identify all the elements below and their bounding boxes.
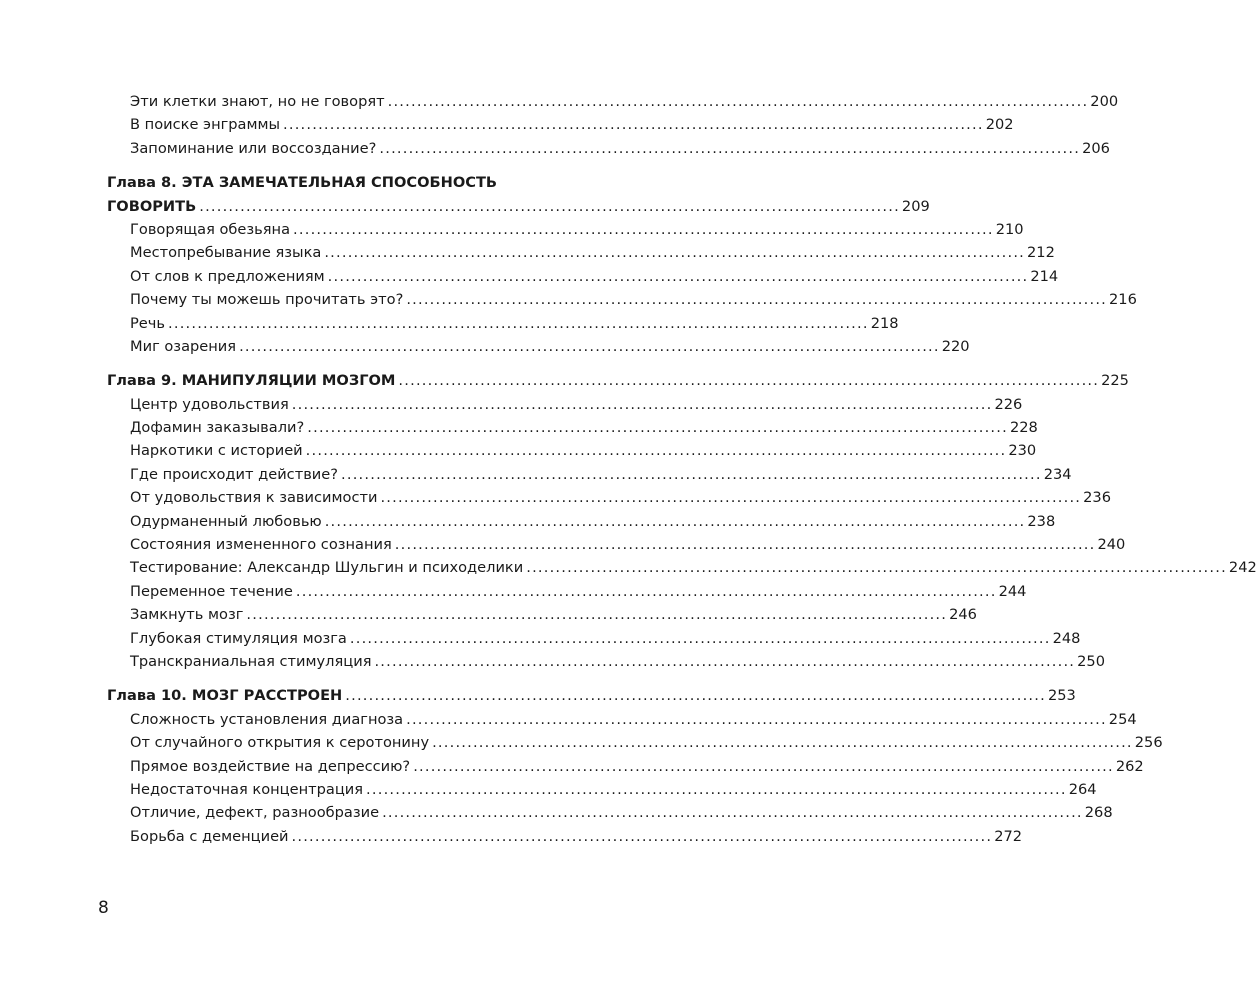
toc-entry-title: Говорящая обезьяна xyxy=(130,220,291,238)
dot-leader: ........................................................................................................................ xyxy=(345,687,1046,705)
toc-entry xyxy=(107,463,1072,486)
toc-entry-title: Переменное течение xyxy=(130,582,293,600)
dot-leader: ........................................................................................................................ xyxy=(413,757,1114,775)
chapter-heading-title: ГОВОРИТЬ xyxy=(107,197,197,215)
toc-entry-title: Одурманенный любовью xyxy=(130,512,322,530)
chapter-page: 225 xyxy=(1101,372,1129,390)
toc-entry-title: От удовольствия к зависимости xyxy=(130,489,378,507)
dot-leader: ........................................................................................................................ xyxy=(398,372,1100,390)
toc-entry-title: От слов к предложениям xyxy=(130,267,325,285)
dot-leader: ........................................................................................................................ xyxy=(379,139,1081,157)
toc-entry-title: От случайного открытия к серотонину xyxy=(130,734,430,752)
dot-leader: ........................................................................................................................ xyxy=(291,827,993,845)
dot-leader: ........................................................................................................................ xyxy=(324,244,1026,262)
table-of-contents xyxy=(107,90,1257,848)
dot-leader: ........................................................................................................................ xyxy=(246,606,948,624)
toc-entry xyxy=(107,708,1137,731)
chapter-page: 253 xyxy=(1047,687,1076,705)
toc-entry xyxy=(107,393,1023,416)
dot-leader: ........................................................................................................................ xyxy=(341,465,1042,483)
toc-entry-page: 264 xyxy=(1068,780,1097,798)
toc-entry-title: Недостаточная концентрация xyxy=(130,780,364,798)
chapter-heading: Глава 8. ЭТА ЗАМЕЧАТЕЛЬНАЯ СПОСОБНОСТЬ xyxy=(107,174,498,192)
toc-entry-title: Дофамин заказывали? xyxy=(130,419,305,437)
toc-entry-page: 214 xyxy=(1030,267,1059,285)
chapter-heading-title: Глава 10. МОЗГ РАССТРОЕН xyxy=(107,687,343,705)
toc-entry-title: Миг озарения xyxy=(130,337,237,355)
toc-entry xyxy=(107,533,1126,556)
toc-entry-title: Центр удовольствия xyxy=(130,395,289,413)
toc-entry-page: 272 xyxy=(994,827,1023,845)
toc-entry-title: Транскраниальная стимуляция xyxy=(130,652,372,670)
chapter-heading-row xyxy=(107,684,1076,707)
toc-entry xyxy=(107,825,1023,848)
toc-entry-page: 246 xyxy=(949,606,977,624)
toc-entry-title: Местопребывание языка xyxy=(130,244,322,262)
toc-entry-page: 228 xyxy=(1009,419,1038,437)
dot-leader: ........................................................................................................................ xyxy=(380,489,1082,507)
toc-entry-page: 240 xyxy=(1097,536,1126,554)
toc-entry-page: 244 xyxy=(998,582,1027,600)
toc-entry-page: 268 xyxy=(1084,804,1113,822)
toc-entry-title: В поиске энграммы xyxy=(130,116,281,134)
toc-entry-title: Борьба с деменцией xyxy=(130,827,289,845)
dot-leader: ........................................................................................................................ xyxy=(394,536,1096,554)
chapter-heading-row xyxy=(107,195,930,218)
toc-entry-title: Замкнуть мозг xyxy=(130,606,244,624)
dot-leader: ........................................................................................................................ xyxy=(327,267,1029,285)
toc-entry-title: Тестирование: Александр Шульгин и психоделики xyxy=(130,559,524,577)
toc-entry xyxy=(107,439,1037,462)
toc-entry-title: Где происходит действие? xyxy=(130,465,339,483)
toc-entry xyxy=(107,580,1027,603)
toc-entry xyxy=(107,265,1059,288)
toc-entry-page: 218 xyxy=(870,314,899,332)
toc-entry-page: 230 xyxy=(1008,442,1037,460)
toc-entry-page: 210 xyxy=(995,220,1024,238)
toc-entry xyxy=(107,416,1038,439)
toc-entry-page: 238 xyxy=(1027,512,1056,530)
dot-leader: ........................................................................................................................ xyxy=(432,734,1133,752)
dot-leader: ........................................................................................................................ xyxy=(307,419,1008,437)
toc-entry-title: Эти клетки знают, но не говорят xyxy=(130,93,385,110)
toc-entry xyxy=(107,137,1110,160)
toc-entry xyxy=(107,241,1055,264)
chapter-page: 209 xyxy=(901,197,930,215)
toc-entry-page: 216 xyxy=(1109,291,1137,309)
dot-leader: ........................................................................................................................ xyxy=(349,629,1051,647)
toc-entry xyxy=(107,510,1056,533)
dot-leader: ........................................................................................................................ xyxy=(366,780,1067,798)
dot-leader: ........................................................................................................................ xyxy=(406,710,1107,728)
toc-entry-page: 248 xyxy=(1052,629,1081,647)
toc-entry xyxy=(107,731,1163,754)
dot-leader: ........................................................................................................................ xyxy=(199,197,900,215)
dot-leader: ........................................................................................................................ xyxy=(406,291,1107,309)
chapter-heading-title: Глава 9. МАНИПУЛЯЦИИ МОЗГОМ xyxy=(107,372,396,390)
toc-entry-page: 250 xyxy=(1077,652,1105,670)
toc-entry-page: 242 xyxy=(1228,559,1257,577)
toc-entry-title: Сложность установления диагноза xyxy=(130,710,404,728)
toc-entry-title: Почему ты можешь прочитать это? xyxy=(130,291,404,309)
toc-entry-title: Речь xyxy=(130,314,166,332)
toc-entry xyxy=(107,778,1097,801)
toc-entry xyxy=(107,218,1024,241)
toc-entry xyxy=(107,650,1105,673)
dot-leader: ........................................................................................................................ xyxy=(382,804,1083,822)
toc-entry xyxy=(107,312,899,335)
toc-entry xyxy=(107,288,1137,311)
toc-entry-title: Глубокая стимуляция мозга xyxy=(130,629,347,647)
dot-leader: ........................................................................................................................ xyxy=(239,337,940,355)
dot-leader: ........................................................................................................................ xyxy=(293,220,994,238)
toc-entry-page: 200 xyxy=(1090,93,1119,110)
toc-entry xyxy=(107,113,1014,136)
toc-entry xyxy=(107,627,1081,650)
toc-entry xyxy=(107,486,1111,509)
toc-entry-page: 220 xyxy=(941,337,970,355)
toc-entry-title: Наркотики с историей xyxy=(130,442,303,460)
toc-entry-page: 254 xyxy=(1108,710,1137,728)
toc-entry-page: 226 xyxy=(994,395,1023,413)
dot-leader: ........................................................................................................................ xyxy=(526,559,1227,577)
toc-entry-page: 206 xyxy=(1082,139,1110,157)
toc-entry-page: 236 xyxy=(1083,489,1111,507)
toc-entry-page: 262 xyxy=(1115,757,1144,775)
toc-entry-page: 234 xyxy=(1043,465,1072,483)
dot-leader: ........................................................................................................................ xyxy=(295,582,997,600)
dot-leader: ........................................................................................................................ xyxy=(168,314,869,332)
toc-entry-title: Запоминание или воссоздание? xyxy=(130,139,377,157)
toc-entry xyxy=(107,90,1119,113)
dot-leader: ........................................................................................................................ xyxy=(305,442,1007,460)
toc-entry-page: 212 xyxy=(1027,244,1055,262)
toc-entry-page: 256 xyxy=(1134,734,1163,752)
toc-entry xyxy=(107,755,1144,778)
toc-entry xyxy=(107,335,970,358)
dot-leader: ........................................................................................................................ xyxy=(374,652,1076,670)
toc-entry xyxy=(107,801,1113,824)
dot-leader: ........................................................................................................................ xyxy=(324,512,1026,530)
dot-leader: ........................................................................................................................ xyxy=(283,116,984,134)
chapter-heading-row xyxy=(107,369,1129,392)
toc-entry-title: Прямое воздействие на депрессию? xyxy=(130,757,411,775)
dot-leader: ........................................................................................................................ xyxy=(387,93,1089,110)
toc-entry xyxy=(107,603,977,626)
dot-leader: ........................................................................................................................ xyxy=(291,395,993,413)
toc-entry xyxy=(107,556,1257,579)
toc-entry-title: Отличие, дефект, разнообразие xyxy=(130,804,380,822)
toc-entry-title: Состояния измененного сознания xyxy=(130,536,392,554)
toc-entry-page: 202 xyxy=(985,116,1014,134)
page-number: 8 xyxy=(98,898,109,918)
